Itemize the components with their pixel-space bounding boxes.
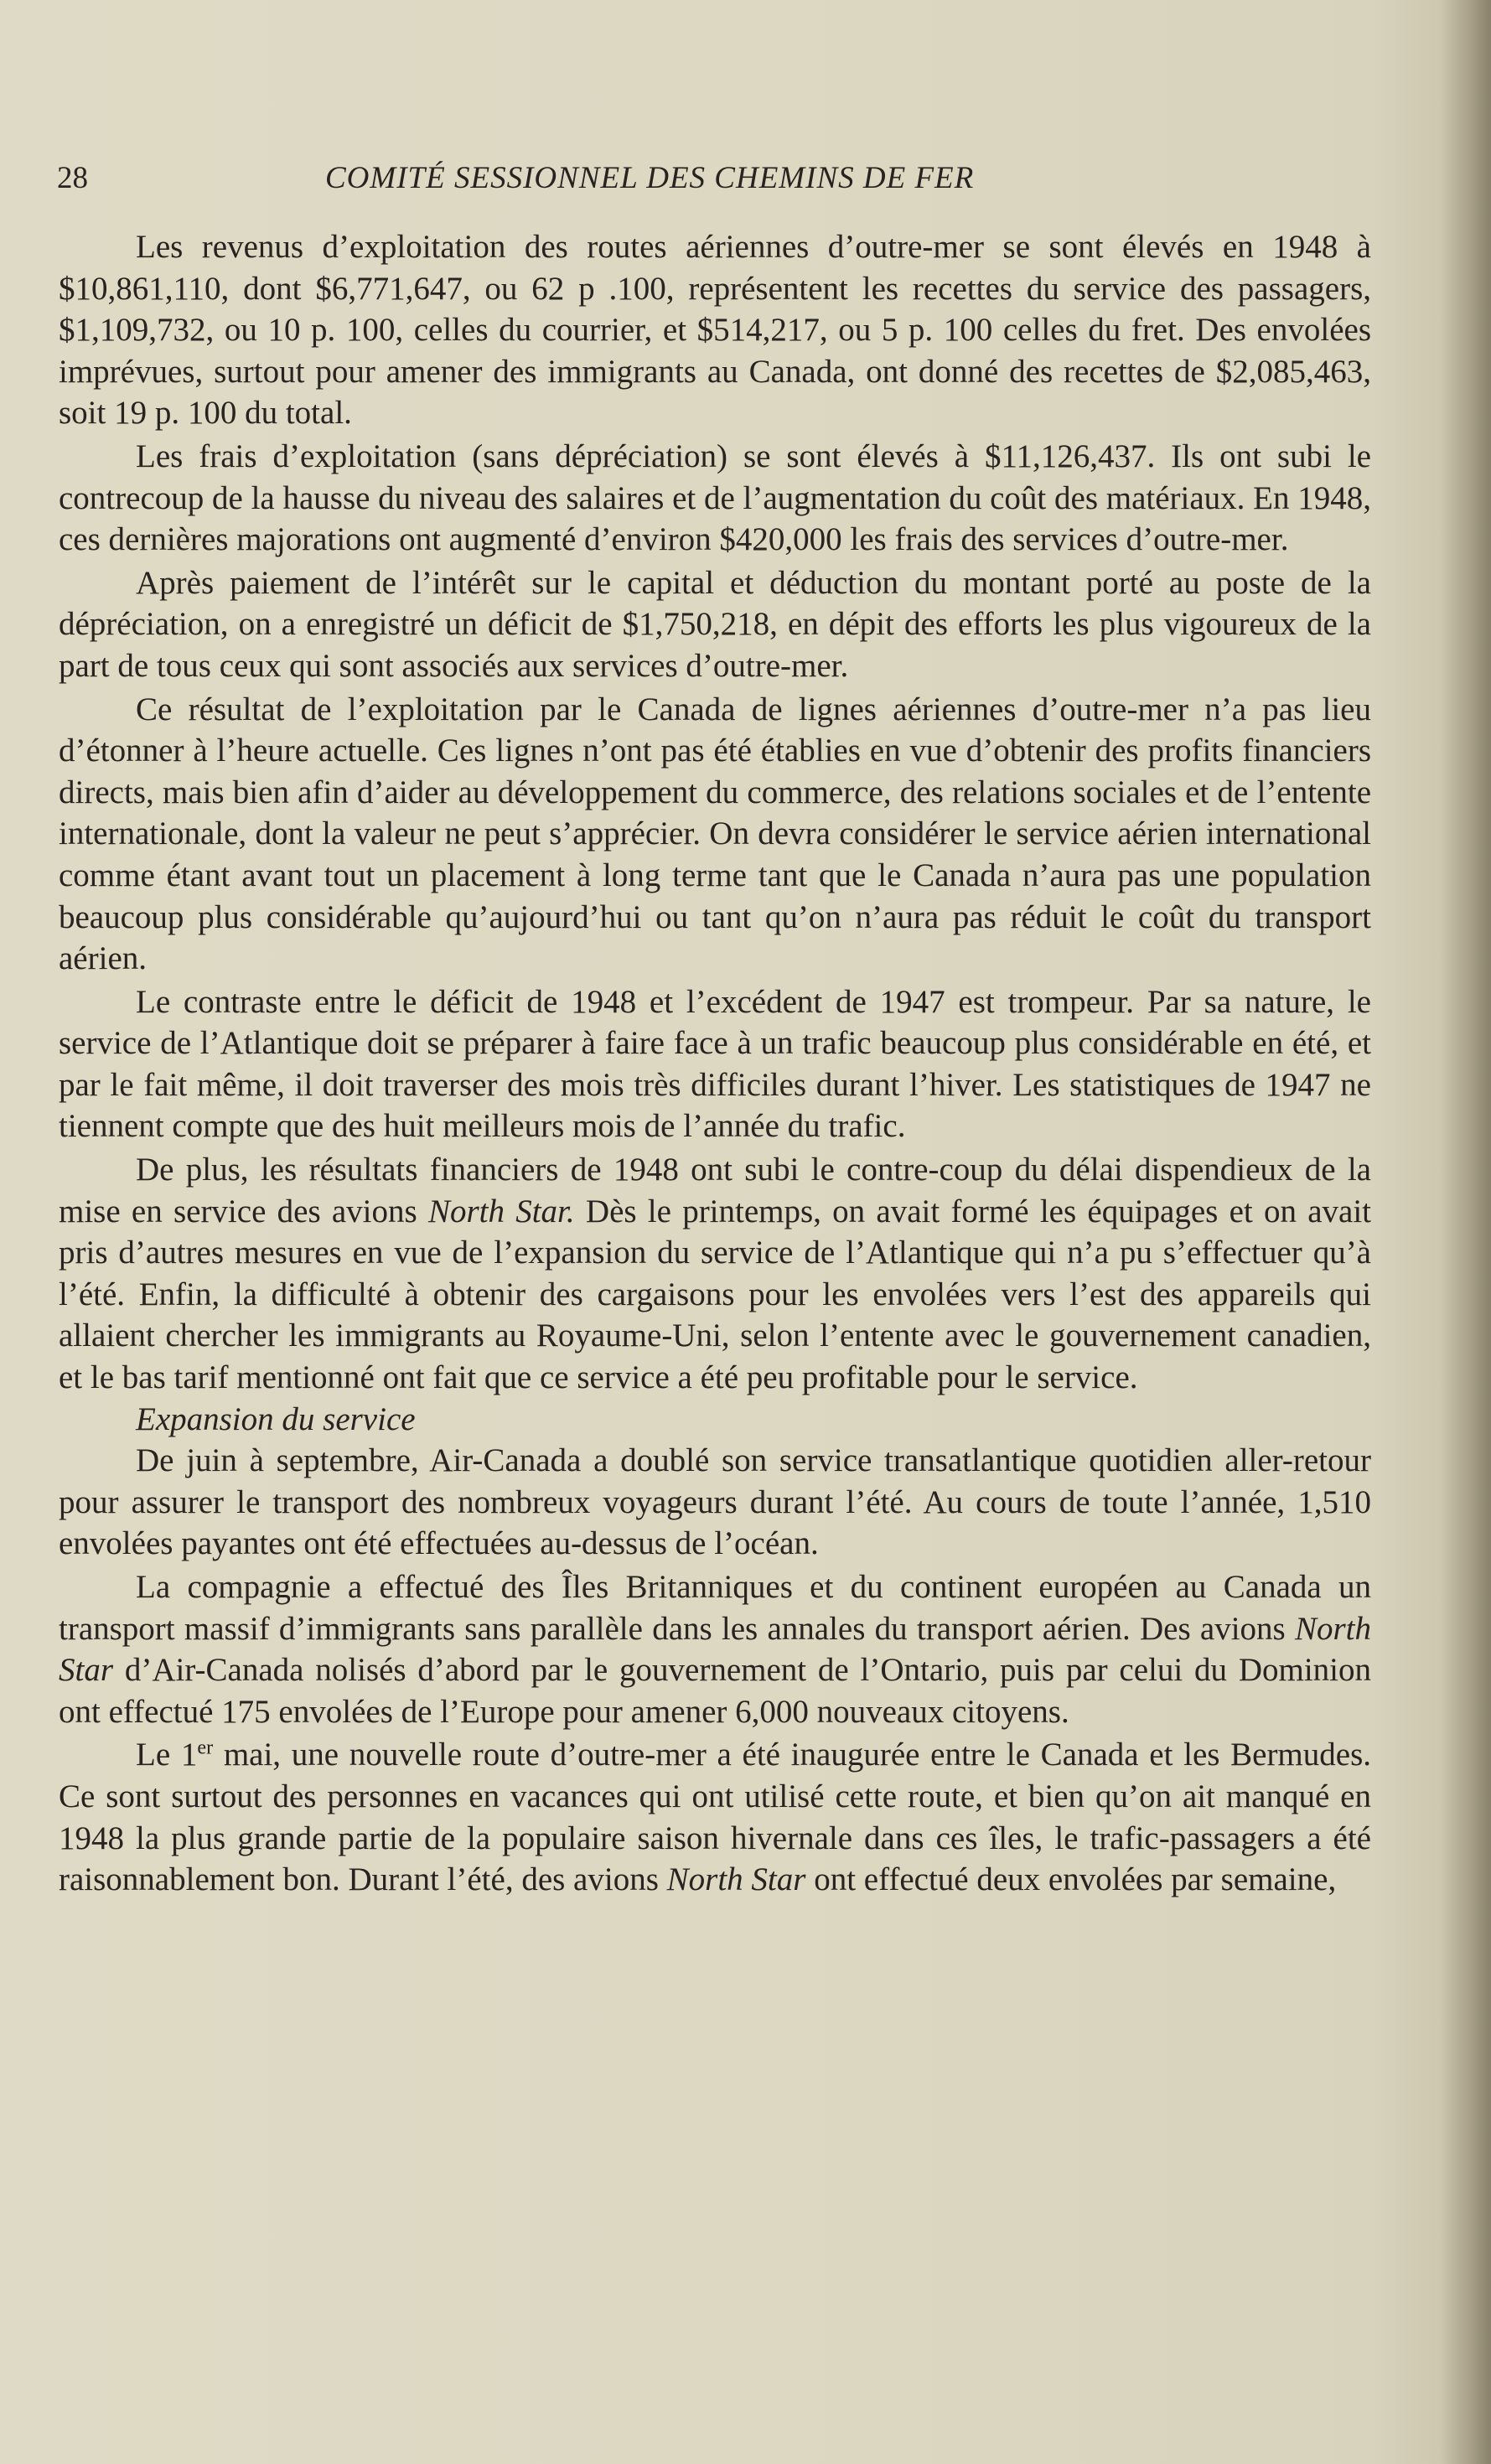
paragraph-immigrant-transport bbox=[59, 1566, 1371, 1732]
paragraph-contrast: Le contraste entre le déficit de 1948 et l’excédent de 1947 est trompeur. Par sa nature, le service de l’Atlantique doit se préparer à faire face à un trafic beaucoup plus considérable en été, et par le fait même, il doit traverser des mois très difficiles durant l’hiver. Les statistiques de 1947 ne tiennent compte que des huit meilleurs mois de l’année du trafic. bbox=[59, 983, 1371, 1145]
paragraph-result-explanation: Ce résultat de l’exploitation par le Canada de lignes aériennes d’outre-mer n’a pas lieu d’étonner à l’heure actuelle. Ces lignes n’ont pas été établies en vue d’obtenir des profits financiers directs, mais bien afin d’aider au développement du commerce, des relations sociales et de l’entente internationale, dont la valeur ne peut s’apprécier. On devra considérer le service aérien international comme étant avant tout un placement à long terme tant que le Canada n’aura pas une population beaucoup plus considérable qu’aujourd’hui ou tant qu’on n’aura pas réduit le coût du transport aérien. bbox=[59, 691, 1371, 977]
aircraft-name-italic: North Star. bbox=[427, 1193, 575, 1229]
aircraft-name-italic: North Star bbox=[59, 1610, 1372, 1689]
superscript: er bbox=[197, 1737, 214, 1760]
aircraft-name-italic: North Star bbox=[666, 1861, 806, 1898]
paragraph-text: Le 1 bbox=[136, 1737, 198, 1773]
paragraph-financial-results bbox=[59, 1149, 1371, 1399]
paragraph-operating-expenses: Les frais d’exploitation (sans dépréciation) se sont élevés à $11,126,437. Ils ont subi le contrecoup de la hausse du niveau des salaires et de l’augmentation du coût des matériaux. En 1948, ces dernières majorations ont augmenté d’environ $420,000 les frais des services d’outre-mer. bbox=[59, 437, 1371, 558]
page-number: 28 bbox=[57, 161, 88, 195]
paragraph-service-doubled: De juin à septembre, Air-Canada a doublé son service transatlantique quotidien aller-retour pour assurer le transport des nombreux voyageurs durant l’été. Au cours de toute l’année, 1,510 envolées payantes ont été effectuées au-dessus de l’océan. bbox=[59, 1442, 1371, 1562]
section-heading: Expansion du service bbox=[136, 1400, 416, 1437]
paragraph-text: mai, une nouvelle route d’outre-mer a été inaugurée entre le Canada et les Bermudes. Ce sont surtout des personnes en vacances qui ont utilisé cette route, et bien qu’on ait manqué en 1948 la plus grande partie de la populaire saison hivernale dans ces îles, le trafic-passagers a été raisonnablement bon. Durant l’été, des avions bbox=[59, 1737, 1372, 1898]
paragraph-operating-revenue: Les revenus d’exploitation des routes aériennes d’outre-mer se sont élevés en 1948 à $10,861,110, dont $6,771,647, ou 62 p .100, représentent les recettes du service des passagers, $1,109,732, ou 10 p. 100, celles du courrier, et $514,217, ou 5 p. 100 celles du fret. Des envolées imprévues, surtout pour amener des immigrants au Canada, ont donné des recettes de $2,085,463, soit 19 p. 100 du total. bbox=[59, 229, 1371, 432]
page-header bbox=[57, 153, 1398, 204]
paragraph-text: d’Air-Canada nolisés d’abord par le gouvernement de l’Ontario, puis par celui du Dominion ont effectué 175 envolées de l’Europe pour amener 6,000 nouveaux citoyens. bbox=[59, 1652, 1371, 1730]
binding-shadow bbox=[1441, 0, 1491, 2464]
paragraph-text: Dès le printemps, on avait formé les équipages et on avait pris d’autres mesures en vue de l’expansion du service de l’Atlantique qui n’a pu s’effectuer qu’à l’été. Enfin, la difficulté à obtenir des cargaisons pour les envolées vers l’est des appareils qui allaient chercher les immigrants au Royaume-Uni, selon l’entente avec le gouvernement canadien, et le bas tarif mentionné ont fait que ce service a été peu profitable pour le service. bbox=[59, 1193, 1371, 1396]
paragraph-text: ont effectué deux envolées par semaine, bbox=[814, 1861, 1337, 1898]
paragraph-bermuda-route bbox=[59, 1734, 1371, 1900]
paragraph-deficit: Après paiement de l’intérêt sur le capital et déduction du montant porté au poste de la dépréciation, on a enregistré un déficit de $1,750,218, en dépit des efforts les plus vigoureux de la part de tous ceux qui sont associés aux services d’outre-mer. bbox=[59, 564, 1371, 684]
body-text bbox=[59, 226, 1371, 1901]
paragraph-text: De plus, les résultats financiers de 1948 ont subi le contre-coup du délai dispendieux de la mise en service des avions bbox=[59, 1152, 1371, 1229]
paragraph-text: La compagnie a effectué des Îles Britanniques et du continent européen au Canada un transport massif d’immigrants sans parallèle dans les annales du transport aérien. Des avions bbox=[59, 1569, 1371, 1647]
running-title: COMITÉ SESSIONNEL DES CHEMINS DE FER bbox=[325, 161, 975, 195]
